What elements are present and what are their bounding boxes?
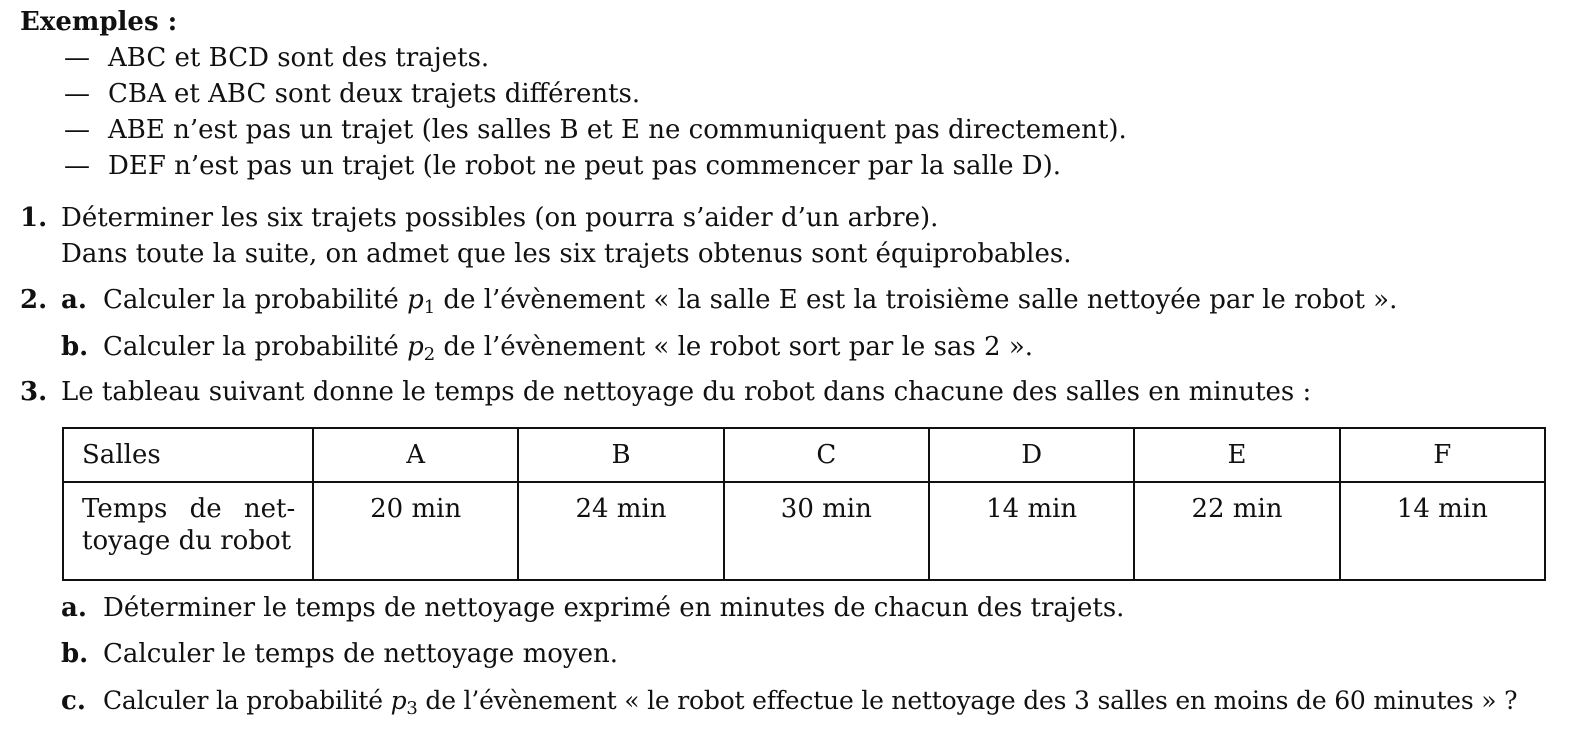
example-dash: — [64, 115, 90, 145]
table-cell-time: 30 min [724, 482, 929, 580]
question-1-number: 1. [20, 203, 48, 233]
question-1-text: Déterminer les six trajets possibles (on pourra s’aider d’un arbre). [61, 203, 939, 233]
question-1-note: Dans toute la suite, on admet que les six trajets obtenus sont équiprobables. [61, 239, 1072, 269]
question-2b-text: Calculer la probabilité $p_2$ de l’évènement « le robot sort par le sas 2 ». [103, 332, 1034, 365]
examples-heading: Exemples : [20, 7, 178, 37]
question-2a-letter: a. [61, 285, 87, 315]
example-item-4: DEF n’est pas un trajet (le robot ne peut pas commencer par la salle D). [108, 151, 1062, 181]
question-3b-text: Calculer le temps de nettoyage moyen. [103, 639, 618, 669]
table-cell-room: B [518, 428, 723, 482]
example-dash: — [64, 151, 90, 181]
question-3-intro: Le tableau suivant donne le temps de nettoyage du robot dans chacune des salles en minutes : [61, 377, 1312, 407]
example-item-1: ABC et BCD sont des trajets. [108, 43, 490, 73]
question-3a-text: Déterminer le temps de nettoyage exprimé en minutes de chacun des trajets. [103, 593, 1125, 623]
question-3b-letter: b. [61, 639, 89, 669]
table-cell-room: C [724, 428, 929, 482]
table-row [63, 482, 1545, 580]
table-cell-room: D [929, 428, 1134, 482]
table-cell-room: E [1134, 428, 1339, 482]
question-2-number: 2. [20, 285, 48, 315]
table-row-label: Salles [63, 428, 313, 482]
table-cell-time: 14 min [929, 482, 1134, 580]
table-cell-room: F [1340, 428, 1545, 482]
cleaning-time-table [62, 427, 1546, 581]
question-2b-letter: b. [61, 332, 89, 362]
example-item-2: CBA et ABC sont deux trajets différents. [108, 79, 641, 109]
table-cell-room: A [313, 428, 518, 482]
table-cell-time: 14 min [1340, 482, 1545, 580]
question-3-number: 3. [20, 377, 48, 407]
table-cell-time: 20 min [313, 482, 518, 580]
question-3c-letter: c. [61, 686, 86, 716]
example-dash: — [64, 79, 90, 109]
example-item-3: ABE n’est pas un trajet (les salles B et E ne communiquent pas directement). [108, 115, 1127, 145]
question-3c-text: Calculer la probabilité $p_3$ de l’évènement « le robot effectue le nettoyage des 3 salles en moins de 60 minutes » ? [103, 686, 1518, 719]
table-row [63, 428, 1545, 482]
table-row-label: Temps de net- toyage du robot [63, 482, 313, 580]
question-3a-letter: a. [61, 593, 87, 623]
table-cell-time: 22 min [1134, 482, 1339, 580]
example-dash: — [64, 43, 90, 73]
question-2a-text: Calculer la probabilité $p_1$ de l’évènement « la salle E est la troisième salle nettoyée par le robot ». [103, 285, 1398, 318]
table-cell-time: 24 min [518, 482, 723, 580]
